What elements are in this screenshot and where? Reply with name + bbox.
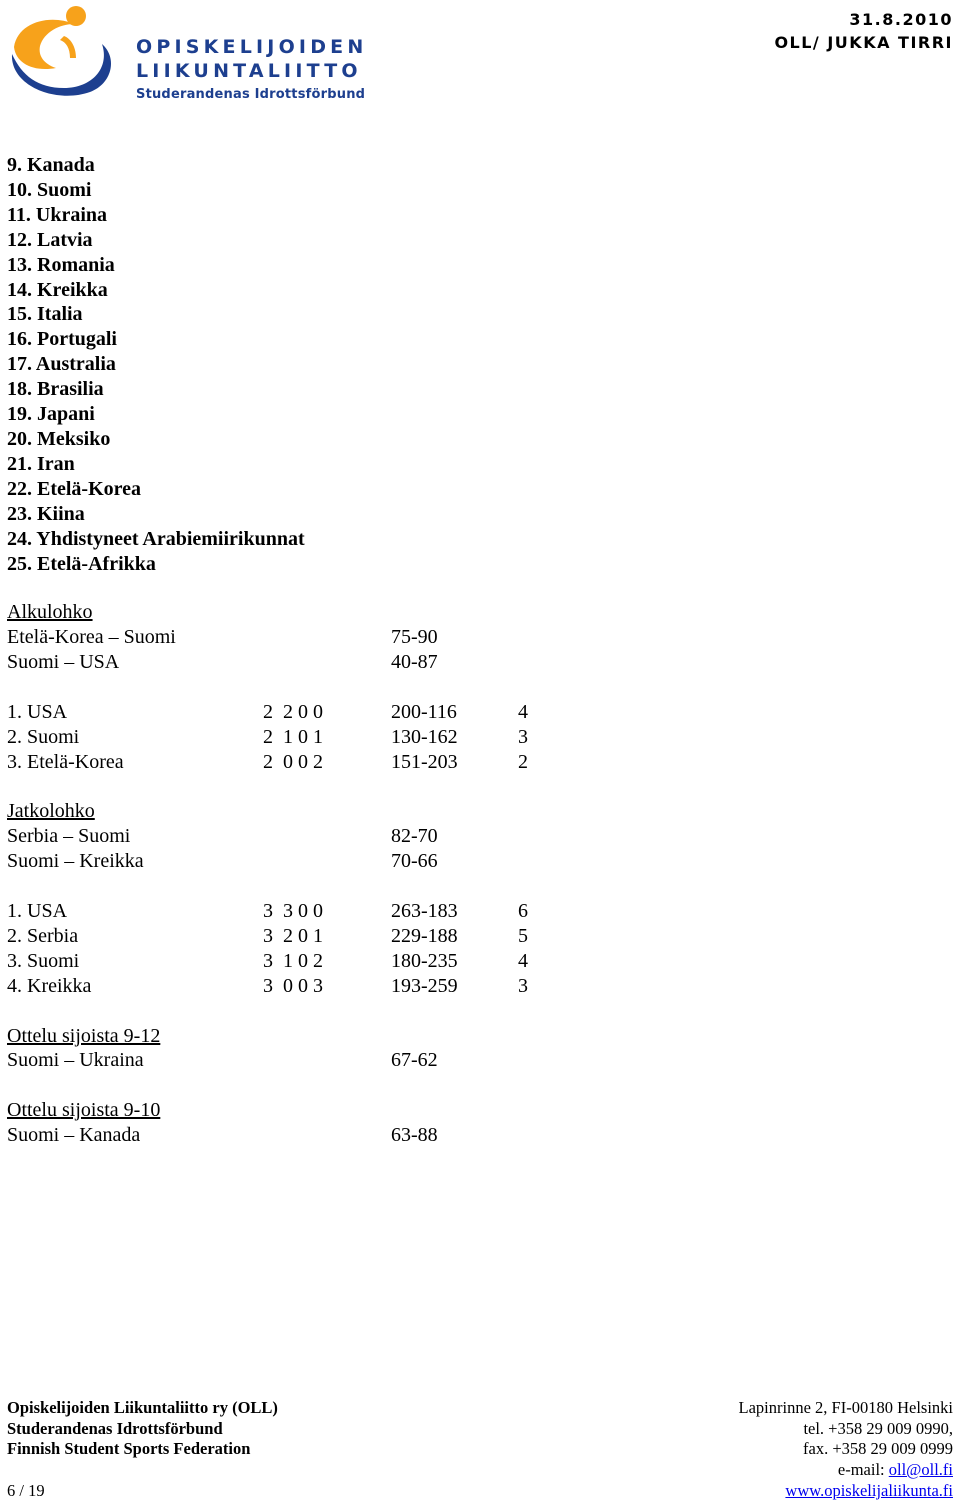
ranking-item: 25. Etelä-Afrikka xyxy=(7,552,156,575)
organization-logo xyxy=(4,2,368,106)
footer-email-link[interactable]: oll@oll.fi xyxy=(888,1460,953,1480)
page-number: 6 / 19 xyxy=(7,1481,45,1500)
footer-website-row xyxy=(739,1481,953,1502)
game-match: Serbia – Suomi xyxy=(7,825,131,847)
standings-team: 4. Kreikka xyxy=(7,975,92,997)
standings-points: 3 xyxy=(518,726,528,748)
ranking-item: 22. Etelä-Korea xyxy=(7,477,142,500)
footer-contact xyxy=(739,1398,953,1502)
final-rankings-list xyxy=(7,153,305,576)
footer-email-label: e-mail: xyxy=(837,1460,889,1480)
game-row xyxy=(7,1124,567,1148)
game-score: 63-88 xyxy=(391,1124,438,1146)
standings-points-diff: 263-183 xyxy=(391,900,458,922)
standings-points: 2 xyxy=(518,751,528,773)
ranking-item: 24. Yhdistyneet Arabiemiirikunnat xyxy=(7,527,305,550)
game-score: 75-90 xyxy=(391,626,438,648)
standings-team: 2. Suomi xyxy=(7,726,80,748)
standings-team: 2. Serbia xyxy=(7,925,79,947)
standings-record: 3 3 0 0 xyxy=(263,900,323,922)
ranking-item: 20. Meksiko xyxy=(7,427,111,450)
standings-row xyxy=(7,900,567,924)
logo-mark-icon xyxy=(4,2,124,106)
standings-points: 3 xyxy=(518,975,528,997)
game-match: Suomi – Ukraina xyxy=(7,1049,144,1071)
game-match: Suomi – Kanada xyxy=(7,1124,141,1146)
alkulohko-title: Alkulohko xyxy=(7,601,93,623)
ranking-item: 15. Italia xyxy=(7,303,83,326)
logo-text-line3: Studerandenas Idrottsförbund xyxy=(136,87,366,102)
game-row xyxy=(7,825,567,849)
standings-row xyxy=(7,726,567,750)
standings-record: 3 2 0 1 xyxy=(263,925,323,947)
game-match: Suomi – Kreikka xyxy=(7,850,144,872)
ranking-item: 17. Australia xyxy=(7,353,116,376)
standings-points-diff: 229-188 xyxy=(391,925,458,947)
standings-record: 2 1 0 1 xyxy=(263,726,323,748)
standings-team: 1. USA xyxy=(7,900,68,922)
standings-points-diff: 193-259 xyxy=(391,975,458,997)
standings-points: 5 xyxy=(518,925,528,947)
standings-record: 3 1 0 2 xyxy=(263,950,323,972)
standings-record: 2 0 0 2 xyxy=(263,751,323,773)
standings-team: 1. USA xyxy=(7,701,68,723)
footer-org-name-en: Finnish Student Sports Federation xyxy=(7,1439,251,1459)
standings-team: 3. Etelä-Korea xyxy=(7,751,124,773)
standings-record: 3 0 0 3 xyxy=(263,975,323,997)
standings-points-diff: 180-235 xyxy=(391,950,458,972)
standings-record: 2 2 0 0 xyxy=(263,701,323,723)
standings-points-diff: 151-203 xyxy=(391,751,458,773)
placement-9-10-title: Ottelu sijoista 9-10 xyxy=(7,1099,161,1121)
jatkolohko-title: Jatkolohko xyxy=(7,800,95,822)
ranking-item: 11. Ukraina xyxy=(7,203,108,226)
standings-row xyxy=(7,950,567,974)
ranking-item: 21. Iran xyxy=(7,452,75,475)
header-author: OLL/ JUKKA TIRRI xyxy=(774,33,953,52)
standings-points-diff: 200-116 xyxy=(391,701,457,723)
footer-org-name: Opiskelijoiden Liikuntaliitto ry (OLL) xyxy=(7,1398,278,1417)
footer-website-link[interactable]: www.opiskelijaliikunta.fi xyxy=(785,1480,953,1500)
logo-text-line2: LIIKUNTALIITTO xyxy=(136,60,362,82)
footer-email-row xyxy=(739,1460,953,1481)
header-date: 31.8.2010 xyxy=(849,10,953,29)
game-row xyxy=(7,850,567,874)
standings-points-diff: 130-162 xyxy=(391,726,458,748)
ranking-item: 14. Kreikka xyxy=(7,278,108,301)
footer-organization xyxy=(7,1398,278,1460)
game-match: Etelä-Korea – Suomi xyxy=(7,626,176,648)
ranking-item: 10. Suomi xyxy=(7,178,92,201)
ranking-item: 9. Kanada xyxy=(7,154,95,176)
game-score: 70-66 xyxy=(391,850,438,872)
standings-points: 4 xyxy=(518,701,528,723)
footer-tel: tel. +358 29 009 0990, xyxy=(803,1418,953,1438)
game-score: 82-70 xyxy=(391,825,438,847)
logo-text-line1: OPISKELIJOIDEN xyxy=(136,36,368,58)
ranking-item: 12. Latvia xyxy=(7,228,93,251)
standings-row xyxy=(7,925,567,949)
ranking-item: 23. Kiina xyxy=(7,502,85,525)
ranking-item: 18. Brasilia xyxy=(7,378,104,401)
footer-address: Lapinrinne 2, FI-00180 Helsinki xyxy=(738,1398,953,1417)
standings-row xyxy=(7,751,567,775)
game-row xyxy=(7,651,567,675)
game-match: Suomi – USA xyxy=(7,651,120,673)
game-score: 67-62 xyxy=(391,1049,438,1071)
standings-row xyxy=(7,701,567,725)
ranking-item: 13. Romania xyxy=(7,253,115,276)
standings-team: 3. Suomi xyxy=(7,950,80,972)
standings-points: 4 xyxy=(518,950,528,972)
ranking-item: 16. Portugali xyxy=(7,328,117,351)
game-row xyxy=(7,626,567,650)
footer-org-name-sv: Studerandenas Idrottsförbund xyxy=(7,1418,223,1438)
footer-fax: fax. +358 29 009 0999 xyxy=(803,1439,953,1459)
game-row xyxy=(7,1049,567,1073)
standings-points: 6 xyxy=(518,900,528,922)
standings-row xyxy=(7,975,567,999)
placement-9-12-title: Ottelu sijoista 9-12 xyxy=(7,1025,161,1047)
game-score: 40-87 xyxy=(391,651,438,673)
ranking-item: 19. Japani xyxy=(7,403,95,426)
